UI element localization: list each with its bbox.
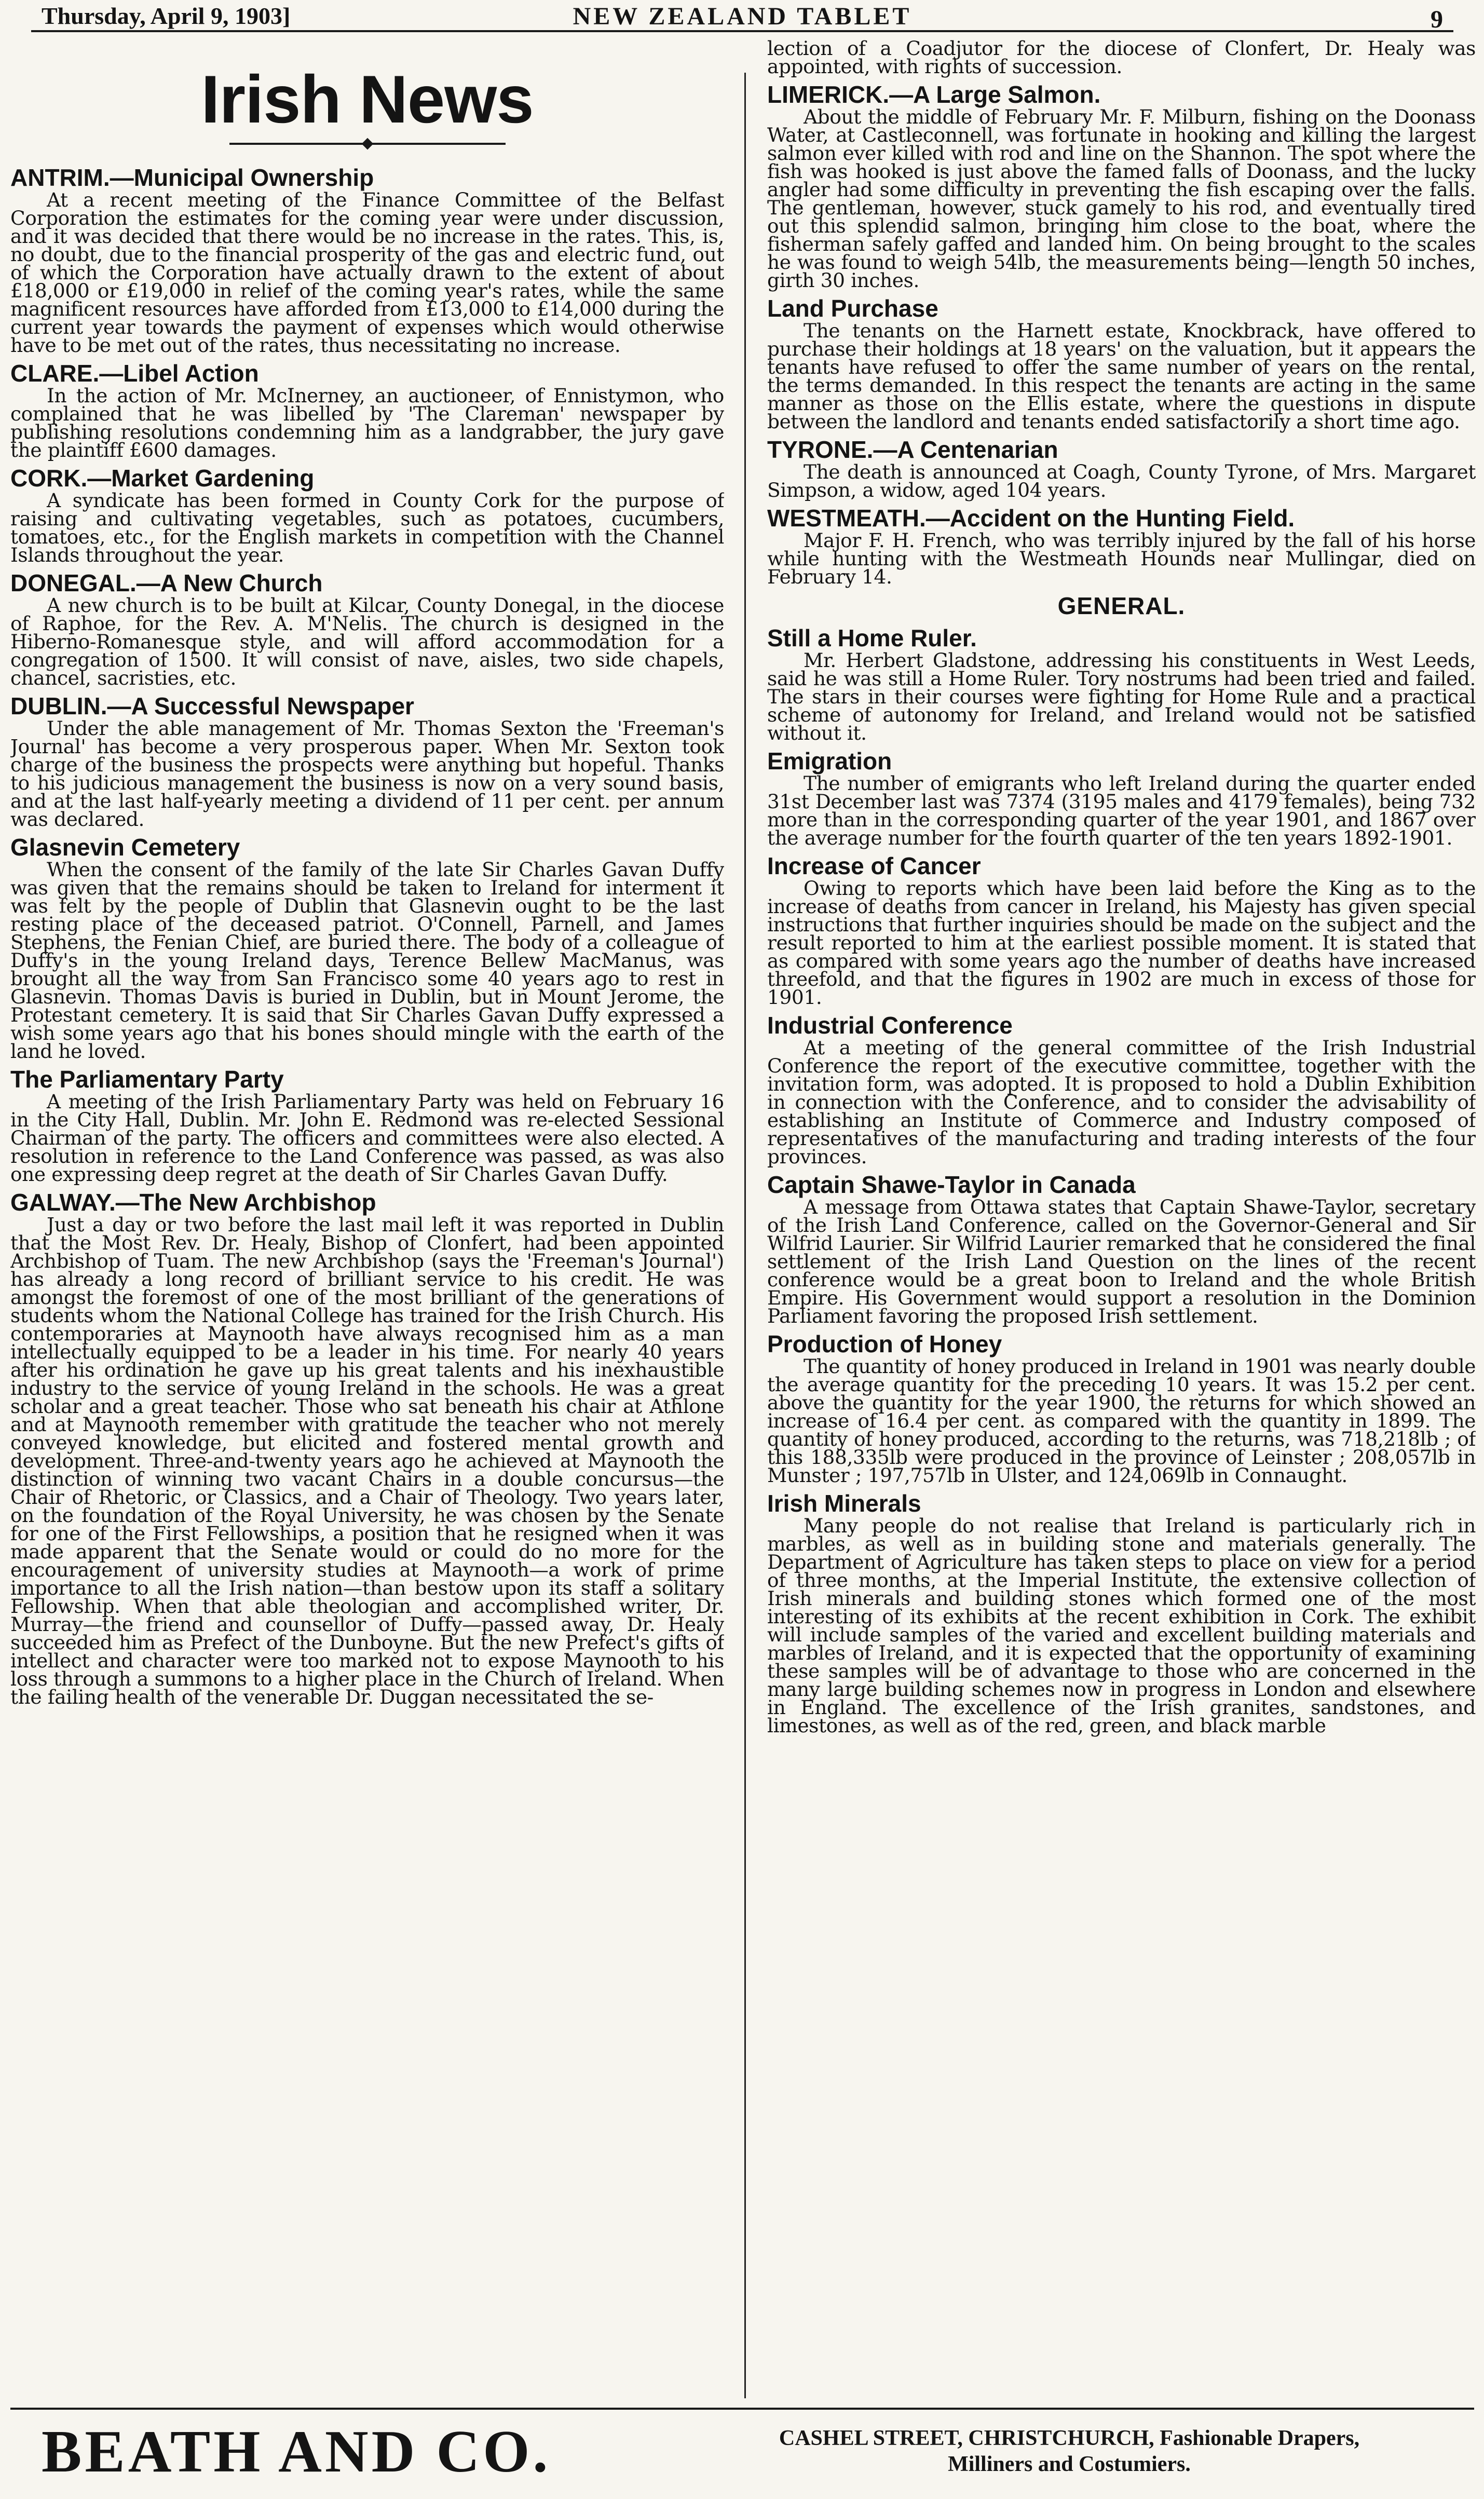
article bbox=[10, 360, 724, 459]
left-articles bbox=[10, 164, 724, 1706]
article bbox=[767, 436, 1476, 499]
article bbox=[10, 569, 724, 687]
article-paragraph: In the action of Mr. McInerney, an auctioneer, of Ennistymon, who complained that he was libelled by 'The Clareman' newspaper by publishing resolutions condemning him as a landgrabber, the jury gave the plaintiff £600 damages. bbox=[10, 384, 724, 461]
article bbox=[10, 1066, 724, 1184]
article-paragraph: The quantity of honey produced in Ireland in 1901 was nearly double the average quantity for the preceding 10 years. It was 15.2 per cent. above the quantity for the year 1900, the returns for which showed an increase of 16.4 per cent. as compared with the quantity in 1899. The quantity of honey produced, according to the returns, was 718,218lb ; of this 188,335lb were produced in the province of Leinster ; 208,057lb in Munster ; 197,757lb in Ulster, and 124,069lb in Connaught. bbox=[767, 1355, 1476, 1487]
advertiser-name: BEATH AND CO. bbox=[42, 2419, 551, 2485]
article-paragraph: About the middle of February Mr. F. Milburn, fishing on the Doonass Water, at Castleconnell, was fortunate in hooking and killing the largest salmon ever killed with rod and line on the Shannon. The spot where the fish was hooked is just above the famed falls of Doonass, and the lucky angler had some difficulty in preventing the fish escaping over the falls. The gentleman, however, stuck gamely to his rod, and eventually tired out this splendid salmon, bringing him close to the boat, where the fisherman safely gaffed and landed him. On being brought to the scales he was found to weigh 54lb, the measurements being—length 50 inches, girth 30 inches. bbox=[767, 105, 1476, 292]
article-paragraph: At a recent meeting of the Finance Committee of the Belfast Corporation the estimates for the coming year were under discussion, and it was decided that there would be no increase in the rates. This, is, no doubt, due to the financial prosperity of the gas and electric fund, out of which the Corporation have actually drawn to the extent of about £18,000 or £19,000 in relief of the coming year's rates, while the same magnificent resources have afforded from £13,000 to £14,000 during the current year towards the payment of expenses which would otherwise have to be met out of the rates, thus necessitating no increase. bbox=[10, 188, 724, 357]
article bbox=[767, 1330, 1476, 1485]
article-heading: WESTMEATH.—Accident on the Hunting Field. bbox=[767, 505, 1295, 532]
article-heading: Industrial Conference bbox=[767, 1012, 1013, 1039]
article-paragraph: A syndicate has been formed in County Cork for the purpose of raising and cultivating vegetables, such as potatoes, cucumbers, tomatoes, etc., for the English markets in competition with the Channel Islands throughout the year. bbox=[10, 489, 724, 566]
footer-divider bbox=[10, 2408, 1474, 2410]
masthead bbox=[31, 0, 1453, 32]
page-number: 9 bbox=[1431, 6, 1443, 33]
article-heading: DUBLIN.—A Successful Newspaper bbox=[10, 692, 414, 719]
title-ornament bbox=[10, 138, 724, 159]
provincial-articles bbox=[767, 81, 1476, 586]
article-paragraph: The number of emigrants who left Ireland during the quarter ended 31st December last was 7374 (3195 males and 4179 females), being 732 more than in the corresponding quarter of the year 1901, and 1867 over the average number for the fourth quarter of the ten years 1892-1901. bbox=[767, 772, 1476, 849]
article-heading: Emigration bbox=[767, 748, 892, 775]
article bbox=[767, 295, 1476, 431]
irish-news-title: Irish News bbox=[201, 61, 534, 137]
article-paragraph: Major F. H. French, who was terribly injured by the fall of his horse while hunting with the Westmeath Hounds near Mullingar, died on February 14. bbox=[767, 529, 1476, 588]
article bbox=[767, 748, 1476, 847]
article-heading: CORK.—Market Gardening bbox=[10, 465, 315, 492]
column-divider bbox=[744, 73, 746, 2398]
article-paragraph: Many people do not realise that Ireland is particularly rich in marbles, as well as in building stone and materials generally. The Department of Agriculture has taken steps to place on view for a period of three months, at the Imperial Institute, the extensive collection of Irish minerals and building stones which formed one of the most interesting of its exhibits at the recent exhibition in Cork. The exhibit will include samples of the varied and excellent building materials and marbles of Ireland, and it is expected that the opportunity of examining these samples will be of advantage to those who are concerned in the many large building schemes now in progress in London and elsewhere in England. The excellence of the Irish granites, sandstones, and limestones, as well as of the red, green, and black marble bbox=[767, 1514, 1476, 1737]
general-articles bbox=[767, 624, 1476, 1735]
article bbox=[767, 1490, 1476, 1735]
article-heading: Irish Minerals bbox=[767, 1490, 921, 1517]
article-paragraph: The death is announced at Coagh, County Tyrone, of Mrs. Margaret Simpson, a widow, aged 104 years. bbox=[767, 460, 1476, 501]
article-heading: CLARE.—Libel Action bbox=[10, 360, 259, 387]
article-heading: Still a Home Ruler. bbox=[767, 624, 977, 651]
article bbox=[767, 81, 1476, 290]
article bbox=[767, 852, 1476, 1007]
article bbox=[10, 164, 724, 355]
article-paragraph: Just a day or two before the last mail left it was reported in Dublin that the Most Rev. Dr. Healy, Bishop of Clonfert, had been appointed Archbishop of Tuam. The new Archbishop (says the 'Freeman's Journal') has already a long record of brilliant service to his credit. He was amongst the foremost of one of the most brilliant of the generations of students whom the National College has trained for the Irish Church. His contemporaries at Maynooth have always recognised him as a man intellectually equipped to be a leader in his time. For nearly 40 years after his ordination he gave up his great talents and his inexhaustible industry to the service of young Ireland in the schools. He was a great scholar and a great teacher. Those who sat beneath his chair at Athlone and at Maynooth remember with gratitude the teacher who not merely conveyed knowledge, but elicited and fostered mental growth and development. Three-and-twenty years ago he achieved at Maynooth the distinction of winning two vacant Chairs in a double concursus—the Chair of Rhetoric, or Classics, and a Chair of Theology. Two years later, on the foundation of the Royal University, he was chosen by the Senate for one of the First Fellowships, a position that he resigned when it was made apparent that the Senate would or could do no more for the encouragement of university studies at Maynooth—a work of prime importance to all the Irish nation—than bestow upon its staff a solitary Fellowship. When that able theologian and accomplished writer, Dr. Murray—the friend and counsellor of Duffy—passed away, Dr. Healy succeeded him as Prefect of the Dunboyne. But the new Prefect's gifts of intellect and character were too marked not to expose Maynooth to his loss through a summons to a higher place in the Church of Ireland. When the failing health of the venerable Dr. Duggan necessitated the se- bbox=[10, 1213, 724, 1708]
article-paragraph: Mr. Herbert Gladstone, addressing his constituents in West Leeds, said he was still a Home Ruler. Tory nostrums had been tried and failed. The stars in their courses were fighting for Home Rule and a practical scheme of autonomy for Ireland, and Ireland would not be satisfied without it. bbox=[767, 649, 1476, 744]
article-heading: The Parliamentary Party bbox=[10, 1066, 284, 1093]
right-column bbox=[767, 39, 1476, 2404]
advertiser-address-line: Milliners and Costumiers. bbox=[948, 2452, 1191, 2476]
advertiser-address-line: CASHEL STREET, CHRISTCHURCH, Fashionable Drapers, bbox=[779, 2426, 1360, 2450]
article-heading: Increase of Cancer bbox=[767, 852, 981, 879]
article-paragraph: The tenants on the Harnett estate, Knockbrack, have offered to purchase their holdings at 18 years' on the valuation, but it appears the tenants have refused to offer the same number of years on the rental, the terms demanded. In this respect the tenants are acting in the same manner as those on the Ellis estate, where the questions in dispute between the landlord and tenants ended satisfactorily a short time ago. bbox=[767, 319, 1476, 433]
continued-text: lection of a Coadjutor for the diocese of Clonfert, Dr. Healy was appointed, with rights of succession. bbox=[767, 39, 1476, 78]
article-heading: GALWAY.—The New Archbishop bbox=[10, 1189, 376, 1216]
article bbox=[767, 624, 1476, 742]
article-paragraph: A new church is to be built at Kilcar, County Donegal, in the diocese of Raphoe, for the Rev. A. M'Nelis. The church is designed in the Hiberno-Romanesque style, and will afford accommodation for a congregation of 1500. It will consist of nave, aisles, two side chapels, chancel, sacristies, etc. bbox=[10, 594, 724, 689]
article-paragraph: Owing to reports which have been laid before the King as to the increase of deaths from cancer in Ireland, his Majesty has given special instructions that further inquiries should be made on the subject and the result reported to him at the earliest possible moment. It is stated that as compared with some years ago the number of deaths have increased threefold, and that the figures in 1902 are much in excess of those for 1901. bbox=[767, 877, 1476, 1009]
article bbox=[767, 1012, 1476, 1166]
article bbox=[10, 465, 724, 564]
article bbox=[767, 505, 1476, 586]
article bbox=[10, 1189, 724, 1706]
general-heading: GENERAL. bbox=[1057, 592, 1186, 619]
issue-date: Thursday, April 9, 1903] bbox=[42, 3, 291, 29]
article bbox=[767, 1171, 1476, 1325]
article bbox=[10, 692, 724, 829]
article-paragraph: At a meeting of the general committee of the Irish Industrial Conference the report of the executive committee, together with the invitation form, was adopted. It is proposed to hold a Dublin Exhibition in connection with the Conference, and to consider the advisability of establishing an Institute of Commerce and Industry composed of representatives of the manufacturing and trading interests of the four provinces. bbox=[767, 1036, 1476, 1168]
article-paragraph: A meeting of the Irish Parliamentary Party was held on February 16 in the City Hall, Dublin. Mr. John E. Redmond was re-elected Sessional Chairman of the party. The officers and committees were also elected. A resolution in reference to the Land Conference was passed, as was also one expressing deep regret at the death of Sir Charles Gavan Duffy. bbox=[10, 1090, 724, 1186]
article-heading: TYRONE.—A Centenarian bbox=[767, 436, 1058, 463]
article-heading: Land Purchase bbox=[767, 295, 938, 322]
article-heading: Production of Honey bbox=[767, 1330, 1002, 1357]
article-paragraph: Under the able management of Mr. Thomas Sexton the 'Freeman's Journal' has become a very prosperous paper. When Mr. Sexton took charge of the business the prospects were anything but hopeful. Thanks to his judicious management the business is now on a very sound basis, and at the last half-yearly meeting a dividend of 11 per cent. per annum was declared. bbox=[10, 717, 724, 831]
article bbox=[10, 834, 724, 1061]
left-column bbox=[10, 39, 724, 2404]
advertiser-address bbox=[670, 2425, 1469, 2477]
article-paragraph: When the consent of the family of the late Sir Charles Gavan Duffy was given that the remains should be taken to Ireland for interment it was felt by the people of Dublin that Glasnevin ought to be the last resting place of the deceased patriot. O'Connell, Parnell, and James Stephens, the Fenian Chief, are buried there. The body of a colleague of Duffy's in the young Ireland days, Terence Bellew MacManus, was brought all the way from San Francisco some 40 years ago to rest in Glasnevin. Thomas Davis is buried in Dublin, but in Mount Jerome, the Protestant cemetery. It is said that Sir Charles Gavan Duffy expressed a wish some years ago that his bones should mingle with the earth of the land he loved. bbox=[10, 858, 724, 1063]
newspaper-title: NEW ZEALAND TABLET bbox=[573, 3, 912, 30]
article-heading: ANTRIM.—Municipal Ownership bbox=[10, 164, 374, 191]
article-heading: LIMERICK.—A Large Salmon. bbox=[767, 81, 1101, 108]
article-paragraph: A message from Ottawa states that Captain Shawe-Taylor, secretary of the Irish Land Conference, called on the Governor-General and Sir Wilfrid Laurier. Sir Wilfrid Laurier remarked that he considered the final settlement of the Irish Land Question on the lines of the recent conference would be a great boon to Ireland and the whole British Empire. His Government would support a resolution in the Dominion Parliament favoring the proposed Irish settlement. bbox=[767, 1196, 1476, 1327]
article-heading: DONEGAL.—A New Church bbox=[10, 569, 323, 596]
article-heading: Glasnevin Cemetery bbox=[10, 834, 240, 861]
article-heading: Captain Shawe-Taylor in Canada bbox=[767, 1171, 1136, 1198]
